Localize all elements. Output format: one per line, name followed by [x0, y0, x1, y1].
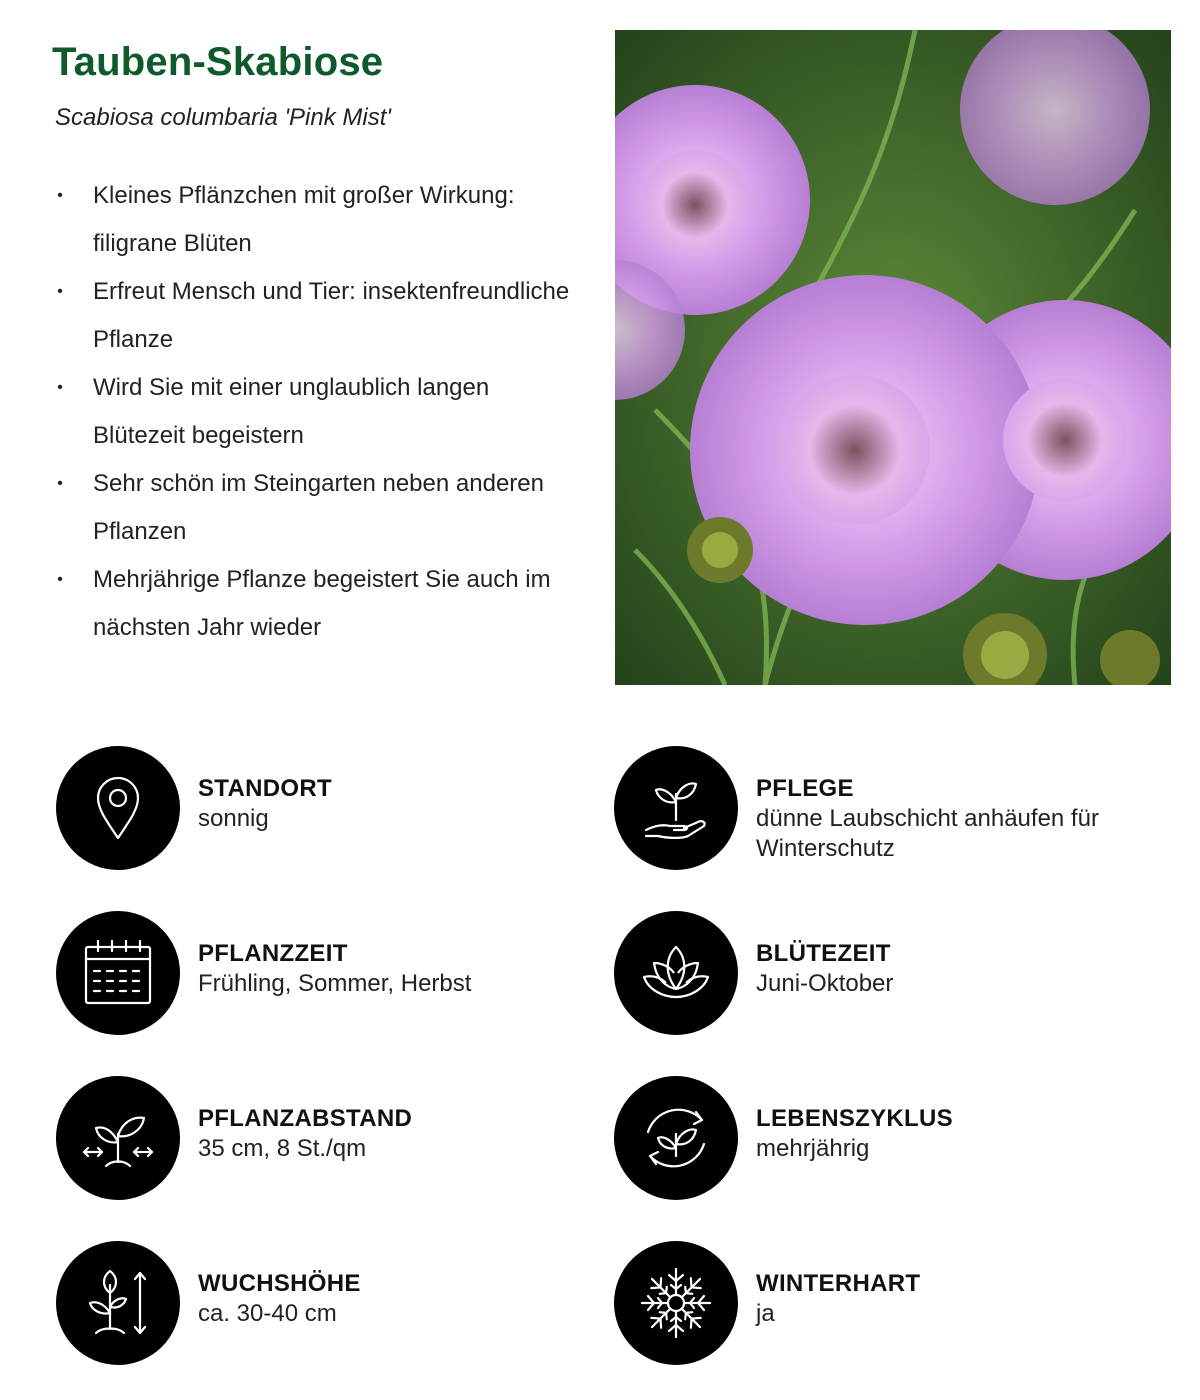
feature-item — [55, 460, 575, 556]
attribute-label: WUCHSHÖHE — [198, 1270, 361, 1297]
product-photo — [615, 30, 1171, 685]
bullet: • — [57, 475, 63, 492]
attribute-label: STANDORT — [198, 775, 332, 802]
attribute-value: Frühling, Sommer, Herbst — [198, 970, 472, 997]
feature-text: Sehr schön im Steingarten neben anderen Pflanzen — [93, 470, 544, 545]
attribute-bluetezeit — [614, 911, 1154, 1035]
calendar-icon — [56, 911, 180, 1035]
attribute-pflanzzeit — [56, 911, 596, 1035]
plant-height-icon — [56, 1241, 180, 1365]
feature-item — [55, 556, 575, 652]
attribute-value: 35 cm, 8 St./qm — [198, 1135, 367, 1162]
attribute-value: dünne Laubschicht anhäufen für Winterschutz — [756, 805, 1099, 862]
attribute-value: mehrjährig — [756, 1135, 870, 1162]
attribute-winterhart — [614, 1241, 1154, 1365]
attribute-label: LEBENSZYKLUS — [756, 1105, 953, 1132]
attribute-lebenszyklus — [614, 1076, 1154, 1200]
bullet: • — [57, 379, 63, 396]
attribute-label: WINTERHART — [756, 1270, 921, 1297]
hand-sprout-icon — [614, 746, 738, 870]
attribute-pflanzabstand — [56, 1076, 596, 1200]
attribute-label: BLÜTEZEIT — [756, 940, 891, 967]
attribute-pflege — [614, 746, 1154, 870]
feature-item — [55, 172, 575, 268]
attribute-wuchshoehe — [56, 1241, 596, 1365]
location-pin-icon — [56, 746, 180, 870]
feature-item — [55, 268, 575, 364]
attribute-label: PFLANZZEIT — [198, 940, 348, 967]
bullet: • — [57, 187, 63, 204]
plant-spacing-icon — [56, 1076, 180, 1200]
feature-text: Erfreut Mensch und Tier: insektenfreundliche Pflanze — [93, 278, 570, 353]
bullet: • — [57, 571, 63, 588]
bullet: • — [57, 283, 63, 300]
product-title: Tauben-Skabiose — [52, 40, 384, 84]
botanical-name: Scabiosa columbaria 'Pink Mist' — [55, 104, 391, 131]
attribute-value: ca. 30-40 cm — [198, 1300, 337, 1327]
lotus-flower-icon — [614, 911, 738, 1035]
feature-item — [55, 364, 575, 460]
feature-text: Kleines Pflänzchen mit großer Wirkung: filigrane Blüten — [93, 182, 515, 257]
snowflake-icon — [614, 1241, 738, 1365]
attribute-value: ja — [756, 1300, 775, 1327]
attribute-label: PFLEGE — [756, 775, 854, 802]
attribute-value: Juni-Oktober — [756, 970, 894, 997]
attribute-value: sonnig — [198, 805, 269, 832]
attribute-label: PFLANZABSTAND — [198, 1105, 413, 1132]
cycle-plant-icon — [614, 1076, 738, 1200]
feature-list — [55, 172, 575, 652]
feature-text: Mehrjährige Pflanze begeistert Sie auch im nächsten Jahr wieder — [93, 566, 551, 641]
attribute-standort — [56, 746, 596, 870]
feature-text: Wird Sie mit einer unglaublich langen Blütezeit begeistern — [93, 374, 490, 449]
